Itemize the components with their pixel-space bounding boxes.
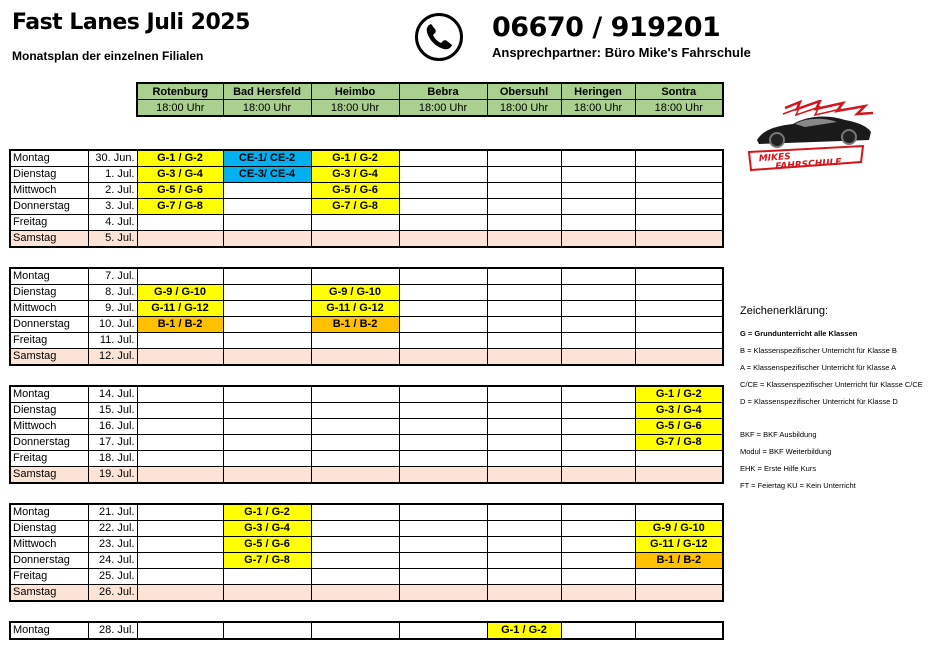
schedule-cell: [487, 467, 561, 484]
date: 17. Jul.: [88, 435, 137, 451]
table-row: [10, 215, 723, 231]
schedule-cell: [223, 585, 311, 602]
schedule-cell: G-1 / G-2: [311, 150, 399, 167]
schedule-cell: [487, 150, 561, 167]
schedule-cell: [561, 231, 635, 248]
schedule-cell: [487, 537, 561, 553]
schedule-cell: [399, 569, 487, 585]
branch-header-table: [136, 82, 724, 117]
schedule-cell: G-5 / G-6: [311, 183, 399, 199]
schedule-cell: [399, 386, 487, 403]
legend-item: BKF = BKF Ausbildung: [740, 430, 817, 439]
date: 5. Jul.: [88, 231, 137, 248]
schedule-cell: [311, 537, 399, 553]
day-name: Montag: [10, 268, 88, 285]
schedule-cell: G-5 / G-6: [223, 537, 311, 553]
schedule-cell: [561, 183, 635, 199]
branch-name: Bebra: [399, 83, 487, 100]
legend-item: D = Klassenspezifischer Unterricht für Klasse D: [740, 397, 898, 406]
schedule-cell: [311, 521, 399, 537]
schedule-cell: G-11 / G-12: [311, 301, 399, 317]
table-row: [10, 435, 723, 451]
schedule-cell: [137, 435, 223, 451]
branch-name: Heimbo: [311, 83, 399, 100]
schedule-cell: [311, 349, 399, 366]
schedule-cell: [223, 569, 311, 585]
table-row: [10, 521, 723, 537]
table-row: [10, 349, 723, 366]
date: 3. Jul.: [88, 199, 137, 215]
schedule-cell: [635, 167, 723, 183]
schedule-cell: [223, 301, 311, 317]
schedule-cell: G-1 / G-2: [487, 622, 561, 639]
schedule-cell: [311, 215, 399, 231]
schedule-cell: [399, 435, 487, 451]
schedule-cell: [311, 585, 399, 602]
date: 25. Jul.: [88, 569, 137, 585]
schedule-cell: [399, 451, 487, 467]
schedule-cell: G-3 / G-4: [635, 403, 723, 419]
schedule-cell: [311, 231, 399, 248]
day-name: Dienstag: [10, 521, 88, 537]
schedule-cell: [399, 215, 487, 231]
day-name: Dienstag: [10, 403, 88, 419]
table-row: [10, 553, 723, 569]
table-row: [10, 569, 723, 585]
week-table: [9, 267, 724, 366]
schedule-cell: [311, 435, 399, 451]
schedule-cell: [399, 622, 487, 639]
schedule-cell: [561, 386, 635, 403]
branch-time: 18:00 Uhr: [635, 100, 723, 117]
day-name: Samstag: [10, 349, 88, 366]
schedule-cell: [487, 231, 561, 248]
schedule-cell: [399, 167, 487, 183]
day-name: Montag: [10, 386, 88, 403]
table-row: [10, 199, 723, 215]
schedule-cell: [223, 467, 311, 484]
schedule-cell: [399, 585, 487, 602]
schedule-cell: [635, 333, 723, 349]
schedule-cell: [635, 349, 723, 366]
schedule-cell: [635, 569, 723, 585]
schedule-cell: [311, 403, 399, 419]
schedule-cell: [137, 521, 223, 537]
schedule-cell: [223, 231, 311, 248]
schedule-cell: B-1 / B-2: [635, 553, 723, 569]
date: 22. Jul.: [88, 521, 137, 537]
schedule-cell: [223, 215, 311, 231]
schedule-cell: G-7 / G-8: [635, 435, 723, 451]
schedule-cell: [487, 451, 561, 467]
schedule-cell: G-1 / G-2: [223, 504, 311, 521]
schedule-cell: [487, 585, 561, 602]
schedule-cell: [311, 451, 399, 467]
schedule-cell: [399, 301, 487, 317]
schedule-cell: [561, 333, 635, 349]
schedule-cell: [561, 435, 635, 451]
schedule-cell: CE-1/ CE-2: [223, 150, 311, 167]
schedule-cell: [399, 521, 487, 537]
day-name: Donnerstag: [10, 199, 88, 215]
branch-time: 18:00 Uhr: [137, 100, 223, 117]
schedule-cell: [561, 215, 635, 231]
branch-time: 18:00 Uhr: [561, 100, 635, 117]
date: 15. Jul.: [88, 403, 137, 419]
schedule-cell: [635, 215, 723, 231]
table-row: [10, 622, 723, 639]
schedule-cell: [311, 504, 399, 521]
schedule-cell: [223, 419, 311, 435]
table-row: [10, 467, 723, 484]
schedule-cell: [399, 333, 487, 349]
day-name: Samstag: [10, 585, 88, 602]
contact-person: Ansprechpartner: Büro Mike's Fahrschule: [492, 45, 751, 60]
schedule-cell: [137, 386, 223, 403]
schedule-cell: [137, 403, 223, 419]
day-name: Montag: [10, 150, 88, 167]
table-row: [10, 386, 723, 403]
schedule-cell: [311, 268, 399, 285]
schedule-cell: [311, 333, 399, 349]
schedule-cell: G-3 / G-4: [311, 167, 399, 183]
schedule-cell: [137, 231, 223, 248]
schedule-cell: [635, 183, 723, 199]
schedule-cell: [399, 349, 487, 366]
schedule-cell: [635, 301, 723, 317]
schedule-cell: [137, 537, 223, 553]
phone-icon: [414, 12, 464, 62]
legend-title: Zeichenerklärung:: [740, 305, 829, 317]
schedule-cell: [487, 215, 561, 231]
day-name: Mittwoch: [10, 537, 88, 553]
schedule-cell: G-9 / G-10: [311, 285, 399, 301]
date: 9. Jul.: [88, 301, 137, 317]
date: 14. Jul.: [88, 386, 137, 403]
table-row: [10, 451, 723, 467]
schedule-cell: G-7 / G-8: [137, 199, 223, 215]
schedule-cell: G-11 / G-12: [635, 537, 723, 553]
schedule-cell: [311, 386, 399, 403]
schedule-cell: [487, 268, 561, 285]
branch-name: Rotenburg: [137, 83, 223, 100]
schedule-cell: [311, 467, 399, 484]
legend: [740, 305, 923, 494]
schedule-cell: [561, 268, 635, 285]
table-row: [10, 537, 723, 553]
schedule-cell: [137, 268, 223, 285]
schedule-cell: [561, 569, 635, 585]
schedule-cell: [561, 622, 635, 639]
schedule-cell: [399, 183, 487, 199]
schedule-cell: [137, 622, 223, 639]
schedule-cell: [561, 199, 635, 215]
schedule-cell: [561, 150, 635, 167]
schedule-cell: CE-3/ CE-4: [223, 167, 311, 183]
date: 10. Jul.: [88, 317, 137, 333]
schedule-cell: [223, 622, 311, 639]
day-name: Donnerstag: [10, 553, 88, 569]
logo-text-mikes: MIKES: [758, 152, 792, 165]
schedule-cell: [487, 167, 561, 183]
day-name: Mittwoch: [10, 183, 88, 199]
schedule-cell: G-11 / G-12: [137, 301, 223, 317]
schedule-cell: [635, 199, 723, 215]
table-row: [10, 585, 723, 602]
schedule-cell: [223, 199, 311, 215]
date: 4. Jul.: [88, 215, 137, 231]
schedule-cell: [561, 467, 635, 484]
schedule-cell: B-1 / B-2: [137, 317, 223, 333]
schedule-cell: [487, 301, 561, 317]
schedule-cell: [635, 317, 723, 333]
schedule-cell: [635, 622, 723, 639]
schedule-cell: [399, 504, 487, 521]
day-name: Dienstag: [10, 285, 88, 301]
date: 12. Jul.: [88, 349, 137, 366]
schedule-cell: [399, 150, 487, 167]
branch-time: 18:00 Uhr: [399, 100, 487, 117]
day-name: Donnerstag: [10, 435, 88, 451]
schedule-cell: G-3 / G-4: [137, 167, 223, 183]
phone-number: 06670 / 919201: [492, 12, 721, 43]
schedule-cell: [399, 403, 487, 419]
schedule-cell: G-7 / G-8: [311, 199, 399, 215]
date: 23. Jul.: [88, 537, 137, 553]
table-row: [10, 403, 723, 419]
page-subtitle: Monatsplan der einzelnen Filialen: [12, 49, 204, 63]
day-name: Samstag: [10, 467, 88, 484]
date: 1. Jul.: [88, 167, 137, 183]
table-row: [10, 183, 723, 199]
schedule-cell: [311, 569, 399, 585]
schedule-cell: [561, 301, 635, 317]
schedule-cell: [561, 317, 635, 333]
schedule-cell: [635, 585, 723, 602]
schedule-cell: [399, 285, 487, 301]
week-table: [9, 385, 724, 484]
table-row: [10, 285, 723, 301]
schedule-cell: [223, 183, 311, 199]
day-name: Montag: [10, 622, 88, 639]
day-name: Freitag: [10, 451, 88, 467]
branch-time: 18:00 Uhr: [487, 100, 561, 117]
schedule-cell: [399, 553, 487, 569]
day-name: Samstag: [10, 231, 88, 248]
schedule-cell: [137, 585, 223, 602]
date: 26. Jul.: [88, 585, 137, 602]
schedule-cell: [487, 553, 561, 569]
schedule-cell: [137, 215, 223, 231]
schedule-cell: [561, 167, 635, 183]
schedule-cell: [561, 537, 635, 553]
schedule-cell: [635, 231, 723, 248]
schedule-cell: [137, 467, 223, 484]
schedule-cell: [137, 553, 223, 569]
schedule-cell: [311, 419, 399, 435]
table-row: [10, 333, 723, 349]
schedule-cell: [223, 285, 311, 301]
schedule-cell: [223, 333, 311, 349]
schedule-cell: [399, 467, 487, 484]
date: 11. Jul.: [88, 333, 137, 349]
schedule-cell: [137, 333, 223, 349]
schedule-cell: [137, 349, 223, 366]
schedule-cell: [487, 285, 561, 301]
branch-name: Bad Hersfeld: [223, 83, 311, 100]
schedule-cell: [223, 386, 311, 403]
schedule-cell: [635, 285, 723, 301]
schedule-cell: [487, 521, 561, 537]
schedule-cell: [635, 451, 723, 467]
table-row: [10, 301, 723, 317]
branch-name: Sontra: [635, 83, 723, 100]
schedule-cell: [399, 268, 487, 285]
schedule-cell: G-5 / G-6: [635, 419, 723, 435]
schedule-cell: [561, 419, 635, 435]
schedule-cell: [137, 451, 223, 467]
schedule-cell: [635, 150, 723, 167]
date: 8. Jul.: [88, 285, 137, 301]
table-row: [10, 167, 723, 183]
schedule-cell: [487, 403, 561, 419]
schedule-cell: [635, 268, 723, 285]
day-name: Freitag: [10, 215, 88, 231]
day-name: Donnerstag: [10, 317, 88, 333]
schedule-cell: [223, 435, 311, 451]
schedule-cell: [561, 349, 635, 366]
legend-item: FT = Feiertag KU = Kein Unterricht: [740, 481, 856, 490]
schedule-cell: B-1 / B-2: [311, 317, 399, 333]
schedule-cell: [561, 521, 635, 537]
schedule-cell: [223, 317, 311, 333]
date: 18. Jul.: [88, 451, 137, 467]
schedule-cell: [561, 504, 635, 521]
schedule-cell: G-5 / G-6: [137, 183, 223, 199]
schedule-cell: [311, 553, 399, 569]
table-row: [10, 504, 723, 521]
date: 19. Jul.: [88, 467, 137, 484]
schedule-cell: [487, 333, 561, 349]
schedule-cell: [223, 349, 311, 366]
schedule-cell: [487, 199, 561, 215]
schedule-cell: [561, 585, 635, 602]
table-row: [10, 268, 723, 285]
schedule-cell: [487, 569, 561, 585]
date: 16. Jul.: [88, 419, 137, 435]
legend-item: G = Grundunterricht alle Klassen: [740, 329, 858, 338]
schedule-cell: [561, 285, 635, 301]
schedule-cell: G-1 / G-2: [137, 150, 223, 167]
schedule-cell: [137, 504, 223, 521]
legend-item: C/CE = Klassenspezifischer Unterricht für Klasse C/CE: [740, 380, 923, 389]
schedule-cell: [311, 622, 399, 639]
day-name: Freitag: [10, 333, 88, 349]
schedule-cell: [223, 451, 311, 467]
schedule-cell: [137, 419, 223, 435]
branch-name: Obersuhl: [487, 83, 561, 100]
page-title: Fast Lanes Juli 2025: [12, 10, 250, 35]
schedule-cell: [487, 183, 561, 199]
schedule-cell: [635, 467, 723, 484]
legend-item: B = Klassenspezifischer Unterricht für Klasse B: [740, 346, 897, 355]
legend-item: Modul = BKF Weiterbildung: [740, 447, 832, 456]
table-row: [10, 231, 723, 248]
schedule-cell: [399, 537, 487, 553]
day-name: Montag: [10, 504, 88, 521]
branch-time: 18:00 Uhr: [311, 100, 399, 117]
schedule-cell: G-9 / G-10: [137, 285, 223, 301]
day-name: Freitag: [10, 569, 88, 585]
schedule-cell: [223, 403, 311, 419]
schedule-cell: [561, 451, 635, 467]
date: 28. Jul.: [88, 622, 137, 639]
table-row: [10, 150, 723, 167]
schedule-cell: [399, 317, 487, 333]
table-row: [10, 317, 723, 333]
week-table: [9, 503, 724, 602]
mikes-fahrschule-logo: [745, 100, 880, 175]
schedule-cell: [487, 386, 561, 403]
legend-item: EHK = Erste Hilfe Kurs: [740, 464, 817, 473]
branch-name: Heringen: [561, 83, 635, 100]
schedule-cell: G-1 / G-2: [635, 386, 723, 403]
schedule-cell: [399, 231, 487, 248]
schedule-cell: [561, 403, 635, 419]
schedule-cell: G-3 / G-4: [223, 521, 311, 537]
date: 7. Jul.: [88, 268, 137, 285]
schedule-cell: [487, 435, 561, 451]
legend-item: A = Klassenspezifischer Unterricht für Klasse A: [740, 363, 897, 372]
branch-time: 18:00 Uhr: [223, 100, 311, 117]
schedule-cell: [399, 199, 487, 215]
date: 30. Jun.: [88, 150, 137, 167]
day-name: Dienstag: [10, 167, 88, 183]
day-name: Mittwoch: [10, 419, 88, 435]
schedule-cell: [487, 419, 561, 435]
logo-text-fahrschule: FAHRSCHULE: [775, 157, 842, 173]
day-name: Mittwoch: [10, 301, 88, 317]
date: 2. Jul.: [88, 183, 137, 199]
table-row: [10, 419, 723, 435]
schedule-cell: [635, 504, 723, 521]
schedule-cell: [137, 569, 223, 585]
week-table: [9, 621, 724, 640]
schedule-cell: G-9 / G-10: [635, 521, 723, 537]
schedule-cell: [561, 553, 635, 569]
schedule-cell: [399, 419, 487, 435]
schedule-cell: [487, 317, 561, 333]
week-table: [9, 149, 724, 248]
schedule-cell: [487, 504, 561, 521]
date: 24. Jul.: [88, 553, 137, 569]
schedule-cell: [223, 268, 311, 285]
schedule-cell: [487, 349, 561, 366]
date: 21. Jul.: [88, 504, 137, 521]
schedule-cell: G-7 / G-8: [223, 553, 311, 569]
